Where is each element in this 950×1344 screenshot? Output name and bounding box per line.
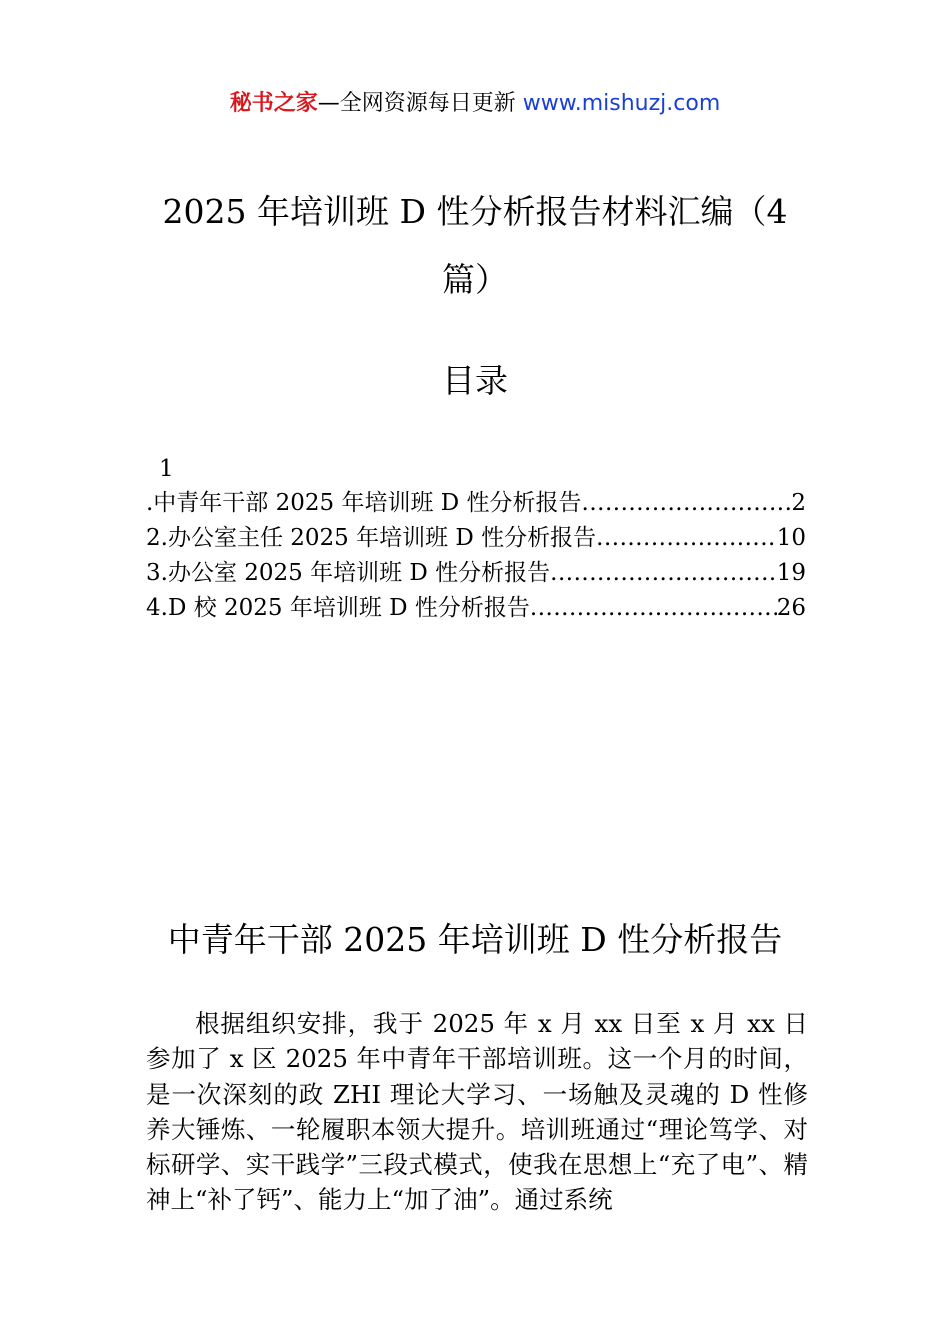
site-url-link[interactable]: www.mishuzj.com xyxy=(522,91,721,116)
toc-entry-page: 10 xyxy=(776,525,806,551)
toc-entry-page: 19 xyxy=(776,560,806,586)
toc-entry-label: 4.D 校 2025 年培训班 D 性分析报告 xyxy=(146,595,530,621)
toc-leader-dots xyxy=(550,556,777,591)
toc-leader-dots xyxy=(582,486,792,521)
toc-first-number: 1 xyxy=(159,456,174,482)
toc-leader-dots xyxy=(596,521,777,556)
document-title: 2025 年培训班 D 性分析报告材料汇编（4篇） xyxy=(162,192,788,299)
toc-entry-page: 2 xyxy=(791,490,806,516)
toc-entry-4[interactable] xyxy=(146,591,806,626)
site-brand: 秘书之家 xyxy=(229,91,318,116)
site-header xyxy=(0,88,950,120)
toc-entry-3[interactable] xyxy=(146,556,806,591)
toc-entry-1[interactable] xyxy=(146,486,806,521)
toc-entry-label: 2.办公室主任 2025 年培训班 D 性分析报告 xyxy=(146,525,597,551)
toc-entry-label: 3.办公室 2025 年培训班 D 性分析报告 xyxy=(146,560,551,586)
section-title: 中青年干部 2025 年培训班 D 性分析报告 xyxy=(167,920,783,959)
toc-leader-dots xyxy=(530,591,777,626)
body-paragraph: 根据组织安排，我于 2025 年 x 月 xx 日至 x 月 xx 日参加了 x 区 2025 年中青年干部培训班。这一个月的时间，是一次深刻的政 ZHI 理论大学习、一场触及灵魂的 D 性修养大锤炼、一轮履职本领大提升。培训班通过“理论笃学、对标研学、实干践学”三段式模式，使我在思想上“充了电”、精神上“补了钙”、能力上“加了油”。通过系统 xyxy=(146,1009,808,1215)
toc-entry-page: 26 xyxy=(776,595,806,621)
toc-entry-2[interactable] xyxy=(146,521,806,556)
toc-heading: 目录 xyxy=(442,361,508,400)
site-tagline: —全网资源每日更新 xyxy=(317,91,516,116)
table-of-contents xyxy=(146,452,806,626)
toc-entry-label: .中青年干部 2025 年培训班 D 性分析报告 xyxy=(146,490,582,516)
